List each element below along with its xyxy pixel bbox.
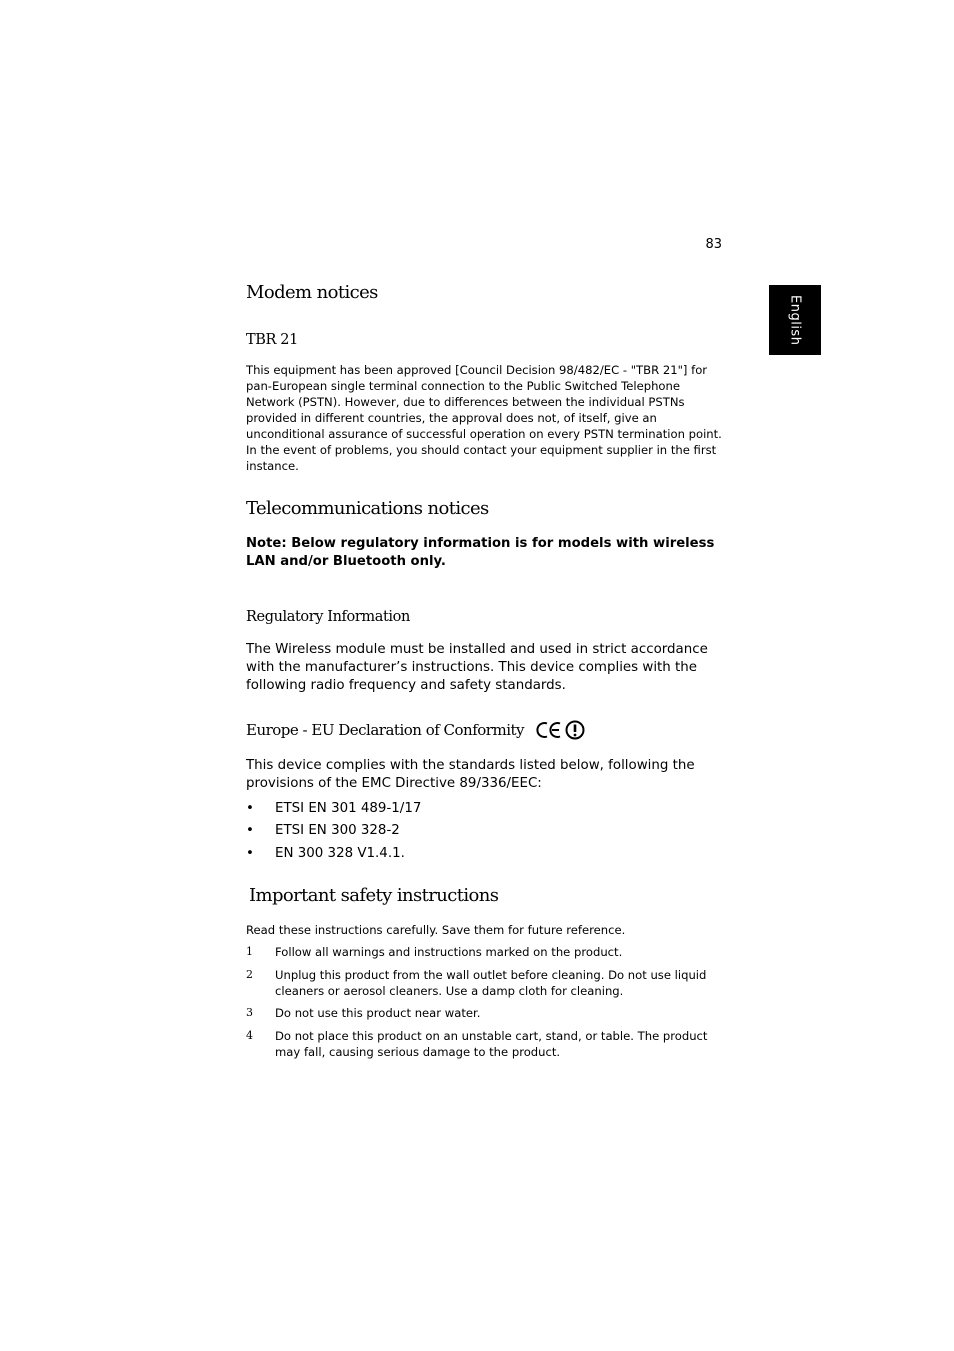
list-item bbox=[246, 1005, 726, 1021]
item-number: 1 bbox=[246, 945, 253, 958]
list-item bbox=[246, 967, 726, 999]
list-item bbox=[246, 800, 726, 818]
eu-declaration-title: Europe - EU Declaration of Conformity bbox=[246, 721, 524, 739]
standard-text: ETSI EN 300 328-2 bbox=[275, 823, 400, 838]
modem-notices-heading: Modem notices bbox=[246, 282, 378, 303]
item-text: Do not use this product near water. bbox=[275, 1006, 481, 1020]
item-text: Follow all warnings and instructions marked on the product. bbox=[275, 945, 623, 959]
list-item bbox=[246, 944, 726, 960]
list-item bbox=[246, 1028, 726, 1060]
bullet-marker: • bbox=[246, 801, 254, 816]
eu-declaration-paragraph: This device complies with the standards listed below, following the provisions of the EMC Directive 89/336/EEC: bbox=[246, 758, 695, 791]
item-number: 2 bbox=[246, 968, 253, 981]
page-number: 83 bbox=[705, 237, 722, 252]
standard-text: ETSI EN 301 489-1/17 bbox=[275, 801, 422, 816]
bullet-marker: • bbox=[246, 846, 254, 861]
standard-text: EN 300 328 V1.4.1. bbox=[275, 846, 405, 861]
eu-declaration-heading bbox=[246, 720, 726, 740]
safety-instructions-heading: Important safety instructions bbox=[249, 885, 499, 906]
list-item bbox=[246, 822, 726, 840]
tbr21-paragraph: This equipment has been approved [Council Decision 98/482/EC - "TBR 21"] for pan-European single terminal connection to the Public Switched Telephone Network (PSTN). However, due to differences between the individual PSTNs provided in different countries, the approval does not, of itself, give an unconditional assurance of successful operation on every PSTN termination point. In the event of problems, you should contact your equipment supplier in the first instance. bbox=[246, 363, 722, 473]
wireless-note: Note: Below regulatory information is for models with wireless LAN and/or Bluetooth only. bbox=[246, 536, 715, 569]
bullet-marker: • bbox=[246, 823, 254, 838]
item-text: Do not place this product on an unstable cart, stand, or table. The product may fall, causing serious damage to the product. bbox=[275, 1029, 708, 1059]
safety-intro: Read these instructions carefully. Save them for future reference. bbox=[246, 923, 626, 937]
list-item bbox=[246, 845, 726, 863]
item-text: Unplug this product from the wall outlet before cleaning. Do not use liquid cleaners or aerosol cleaners. Use a damp cloth for cleaning. bbox=[275, 968, 707, 998]
ce-alert-mark-icon bbox=[534, 720, 586, 740]
tbr21-heading: TBR 21 bbox=[246, 332, 298, 348]
regulatory-info-paragraph: The Wireless module must be installed and used in strict accordance with the manufacturer’s instructions. This device complies with the following radio frequency and safety standards. bbox=[246, 642, 708, 693]
telecom-notices-heading: Telecommunications notices bbox=[246, 498, 489, 519]
language-tab-label: English bbox=[787, 294, 803, 346]
item-number: 4 bbox=[246, 1029, 253, 1042]
regulatory-info-heading: Regulatory Information bbox=[246, 609, 410, 625]
language-tab bbox=[769, 285, 821, 355]
item-number: 3 bbox=[246, 1006, 253, 1019]
